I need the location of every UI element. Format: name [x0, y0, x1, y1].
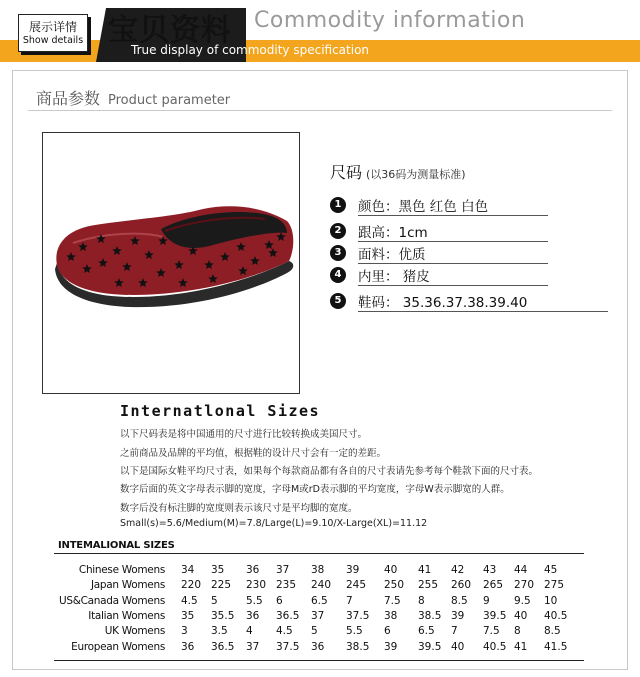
size-table-bottom-rule: [54, 660, 584, 661]
size-cell: 9.5: [514, 595, 531, 607]
spec-text: 面料：优质: [358, 247, 426, 263]
size-cell: 38: [311, 564, 325, 576]
size-cell: 7.5: [384, 595, 401, 607]
size-cell: 42: [451, 564, 465, 576]
spec-number-badge: 2: [330, 223, 346, 239]
size-cell: 7.5: [483, 625, 500, 637]
size-cell: 35.5: [211, 610, 235, 622]
badge-label-en: Show details: [22, 35, 84, 46]
size-row-label: European Womens: [71, 641, 165, 653]
size-cell: 39: [346, 564, 360, 576]
size-table-row: [40, 641, 600, 656]
header-title-en: Commodity information: [254, 8, 526, 33]
size-cell: 255: [418, 579, 439, 591]
size-cell: 38.5: [418, 610, 442, 622]
size-cell: 41.5: [544, 641, 568, 653]
size-cell: 7: [451, 625, 458, 637]
size-row-label: UK Womens: [104, 625, 165, 637]
size-cell: 7: [346, 595, 353, 607]
size-spec-title: [330, 160, 466, 183]
size-cell: 40.5: [483, 641, 507, 653]
spec-underline: [358, 285, 548, 286]
size-cell: 40: [514, 610, 528, 622]
size-cell: 36: [181, 641, 195, 653]
size-cell: 36: [246, 610, 260, 622]
international-sizes-title: Internatlonal Sizes: [120, 402, 321, 420]
size-cell: 38.5: [346, 641, 370, 653]
size-table-rule: [54, 553, 584, 554]
section-title-en: Product parameter: [108, 93, 231, 108]
size-cell: 220: [181, 579, 202, 591]
size-cell: 40: [384, 564, 398, 576]
size-cell: 36.5: [211, 641, 235, 653]
size-table-header: INTEMALIONAL SIZES: [58, 540, 175, 551]
size-cell: 37: [276, 564, 290, 576]
size-cell: 230: [246, 579, 267, 591]
size-cell: 6: [384, 625, 391, 637]
size-cell: 40.5: [544, 610, 568, 622]
size-row-label: US&Canada Womens: [58, 595, 165, 607]
size-cell: 4: [246, 625, 253, 637]
spec-item-color: [330, 195, 590, 217]
header-banner: [0, 0, 640, 64]
size-cell: 35: [211, 564, 225, 576]
size-cell: 38: [384, 610, 398, 622]
header-title-cn: 宝贝资料: [108, 13, 232, 48]
size-cell: 5: [311, 625, 318, 637]
size-cell: 36: [311, 641, 325, 653]
size-cell: 8: [418, 595, 425, 607]
spec-number-badge: 1: [330, 197, 346, 213]
size-note: Small(s)=5.6/Medium(M)=7.8/Large(L)=9.10/X-Large(XL)=11.12: [120, 518, 428, 529]
size-cell: 45: [544, 564, 558, 576]
size-note: 之前商品及品牌的平均值，根据鞋的设计尺寸会有一定的差距。: [120, 448, 387, 459]
size-cell: 35: [181, 610, 195, 622]
size-cell: 36: [246, 564, 260, 576]
size-cell: 225: [211, 579, 232, 591]
shoe-illustration: [43, 133, 301, 395]
spec-underline: [358, 311, 608, 312]
size-note: 以下是国际女鞋平均尺寸表，如果每个每款商品都有各自的尺寸表请先参考每个鞋款下面的尺寸表。: [120, 466, 539, 477]
size-cell: 245: [346, 579, 367, 591]
section-divider: [28, 110, 612, 111]
size-cell: 44: [514, 564, 528, 576]
size-row-label: Italian Womens: [88, 610, 165, 622]
spec-text: 跟高：1cm: [358, 225, 428, 241]
size-note: 数字后没有标注脚的宽度则表示该尺寸是平均脚的宽度。: [120, 503, 358, 514]
size-cell: 5: [211, 595, 218, 607]
size-cell: 36.5: [276, 610, 300, 622]
size-table-row: [40, 564, 600, 579]
size-table-row: [40, 579, 600, 594]
size-table-row: [40, 610, 600, 625]
size-cell: 6.5: [418, 625, 435, 637]
spec-number-badge: 3: [330, 245, 346, 261]
size-cell: 240: [311, 579, 332, 591]
spec-underline: [358, 263, 548, 264]
size-cell: 270: [514, 579, 535, 591]
spec-text: 颜色：黑色 红色 白色: [358, 199, 489, 215]
spec-text: 内里： 猪皮: [358, 269, 430, 285]
size-row-label: Chinese Womens: [78, 564, 165, 576]
size-cell: 39: [451, 610, 465, 622]
size-cell: 39.5: [418, 641, 442, 653]
size-cell: 3.5: [211, 625, 228, 637]
size-table-row: [40, 595, 600, 610]
spec-item-lining: [330, 265, 590, 287]
size-cell: 5.5: [246, 595, 263, 607]
size-cell: 265: [483, 579, 504, 591]
size-cell: 39: [384, 641, 398, 653]
size-cell: 37: [246, 641, 260, 653]
size-cell: 8.5: [544, 625, 561, 637]
size-cell: 34: [181, 564, 195, 576]
size-cell: 3: [181, 625, 188, 637]
size-cell: 6: [276, 595, 283, 607]
badge-label-cn: 展示详情: [28, 20, 77, 34]
product-image: [42, 132, 300, 394]
spec-underline: [358, 215, 548, 216]
section-title: [36, 86, 230, 109]
size-spec-title-text: 尺码: [330, 163, 363, 182]
size-cell: 275: [544, 579, 565, 591]
spec-item-sizes: [330, 291, 590, 313]
size-spec-note: (以36码为测量标准): [366, 168, 466, 181]
size-row-label: Japan Womens: [90, 579, 165, 591]
size-cell: 4.5: [276, 625, 293, 637]
size-cell: 37.5: [346, 610, 370, 622]
size-cell: 41: [514, 641, 528, 653]
size-cell: 37.5: [276, 641, 300, 653]
size-cell: 39.5: [483, 610, 507, 622]
header-subtitle: True display of commodity specification: [131, 43, 370, 57]
size-cell: 43: [483, 564, 497, 576]
spec-item-heel-height: [330, 221, 590, 243]
size-cell: 5.5: [346, 625, 363, 637]
show-details-badge: [18, 14, 88, 52]
size-cell: 37: [311, 610, 325, 622]
size-cell: 9: [483, 595, 490, 607]
size-cell: 235: [276, 579, 297, 591]
size-cell: 40: [451, 641, 465, 653]
size-table-row: [40, 625, 600, 640]
size-cell: 250: [384, 579, 405, 591]
size-cell: 8: [514, 625, 521, 637]
size-cell: 8.5: [451, 595, 468, 607]
size-cell: 41: [418, 564, 432, 576]
spec-underline: [358, 241, 548, 242]
spec-number-badge: 5: [330, 293, 346, 309]
size-note: 数字后面的英文字母表示脚的宽度，字母M或rD表示脚的平均宽度，字母W表示脚宽的人群。: [120, 484, 510, 495]
size-note: 以下尺码表是将中国通用的尺寸进行比较转换成美国尺寸。: [120, 429, 368, 440]
spec-item-material: [330, 243, 590, 265]
section-title-cn: 商品参数: [36, 89, 101, 108]
size-cell: 6.5: [311, 595, 328, 607]
spec-number-badge: 4: [330, 267, 346, 283]
size-cell: 4.5: [181, 595, 198, 607]
spec-text: 鞋码： 35.36.37.38.39.40: [358, 295, 528, 311]
size-cell: 260: [451, 579, 472, 591]
size-cell: 10: [544, 595, 558, 607]
